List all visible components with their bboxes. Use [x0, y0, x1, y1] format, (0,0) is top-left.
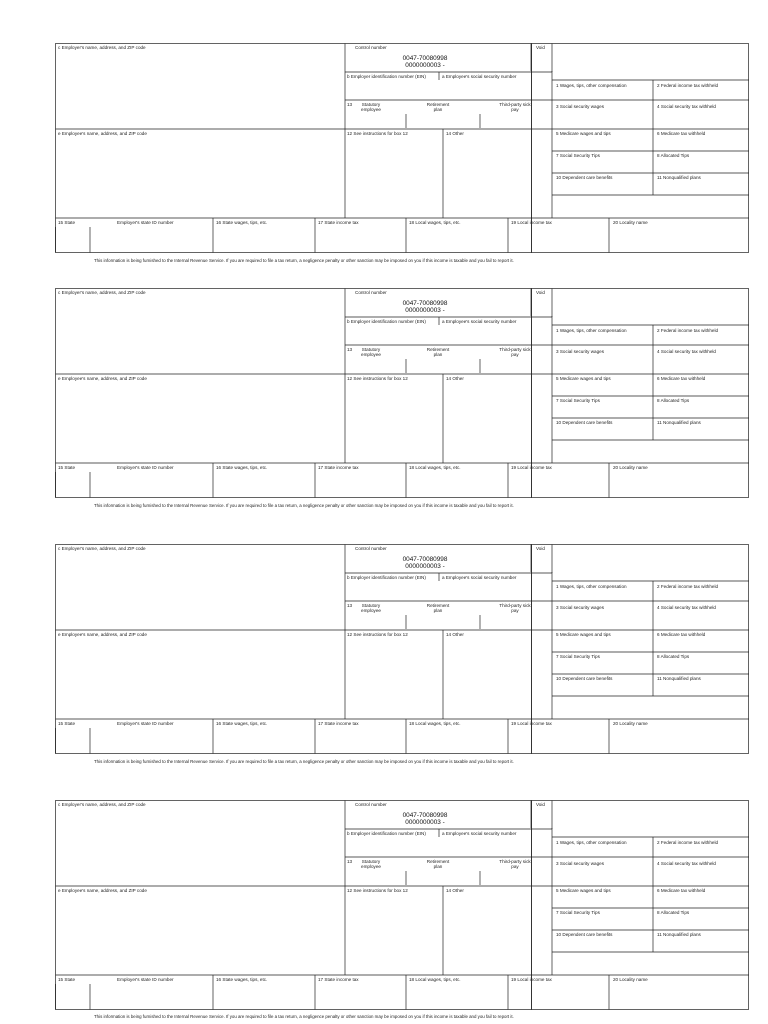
box19-label: 19 Local income tax — [511, 220, 552, 225]
box13-label: 13 — [347, 859, 353, 864]
box16-label: 16 State wages, tips, etc. — [216, 465, 268, 470]
employee-label: e Employee's name, address, and ZIP code — [58, 131, 147, 136]
ein-label: b Employer identification number (EIN) — [347, 319, 426, 324]
employer-label: c Employer's name, address, and ZIP code — [58, 290, 146, 295]
box6-label: 6 Medicare tax withheld — [657, 888, 706, 893]
box12-label: 12 See instructions for box 12 — [347, 888, 408, 893]
control-number-label: Control number — [355, 290, 387, 295]
w2-form-copy-2 — [55, 288, 749, 498]
box20-label: 20 Locality name — [613, 721, 648, 726]
box16-label: 16 State wages, tips, etc. — [216, 220, 268, 225]
box2-label: 2 Federal income tax withheld — [657, 584, 719, 589]
third-party-label: Third-party sick pay — [499, 603, 531, 613]
void-label: Void — [536, 45, 545, 50]
box5-label: 5 Medicare wages and tips — [556, 888, 611, 893]
box3-label: 3 Social security wages — [556, 104, 605, 109]
control-number-line1: 0047-70080998 — [402, 55, 448, 62]
ein-label: b Employer identification number (EIN) — [347, 74, 426, 79]
employer-label: c Employer's name, address, and ZIP code — [58, 546, 146, 551]
box10-label: 10 Dependent care benefits — [556, 932, 613, 937]
box4-label: 4 Social security tax withheld — [657, 104, 716, 109]
box14-label: 14 Other — [446, 632, 464, 637]
control-number-line2: 0000000003 - — [405, 62, 445, 69]
box2-label: 2 Federal income tax withheld — [657, 328, 719, 333]
box5-label: 5 Medicare wages and tips — [556, 376, 611, 381]
w2-form-copy-3 — [55, 544, 749, 754]
box8-label: 8 Allocated Tips — [657, 153, 690, 158]
box13-label: 13 — [347, 347, 353, 352]
irs-notice-4: This information is being furnished to the Internal Revenue Service. If you are required to file a tax return, a negligence penalty or other sanction may be imposed on you if this income is taxable and you fail to report it. — [94, 1014, 514, 1019]
retirement-label: Retirement plan — [426, 603, 450, 613]
box8-label: 8 Allocated Tips — [657, 910, 690, 915]
box3-label: 3 Social security wages — [556, 349, 605, 354]
box11-label: 11 Nonqualified plans — [657, 932, 701, 937]
w2-form-copy-4 — [55, 800, 749, 1010]
state-id-label: Employer's state ID number — [117, 465, 174, 470]
box14-label: 14 Other — [446, 888, 464, 893]
employer-label: c Employer's name, address, and ZIP code — [58, 45, 146, 50]
control-number-label: Control number — [355, 802, 387, 807]
box7-label: 7 Social Security Tips — [556, 910, 600, 915]
control-number-label: Control number — [355, 546, 387, 551]
box17-label: 17 State income tax — [318, 721, 359, 726]
ssn-label: a Employee's social security number — [442, 575, 517, 580]
box1-label: 1 Wages, tips, other compensation — [556, 83, 627, 88]
box16-label: 16 State wages, tips, etc. — [216, 977, 268, 982]
box17-label: 17 State income tax — [318, 977, 359, 982]
box7-label: 7 Social Security Tips — [556, 398, 600, 403]
box18-label: 18 Local wages, tips, etc. — [409, 721, 461, 726]
employee-label: e Employee's name, address, and ZIP code — [58, 888, 147, 893]
box1-label: 1 Wages, tips, other compensation — [556, 328, 627, 333]
box12-label: 12 See instructions for box 12 — [347, 632, 408, 637]
control-number-label: Control number — [355, 45, 387, 50]
box8-label: 8 Allocated Tips — [657, 398, 690, 403]
third-party-label: Third-party sick pay — [499, 859, 531, 869]
ssn-label: a Employee's social security number — [442, 74, 517, 79]
box6-label: 6 Medicare tax withheld — [657, 632, 706, 637]
box1-label: 1 Wages, tips, other compensation — [556, 840, 627, 845]
box4-label: 4 Social security tax withheld — [657, 861, 716, 866]
box4-label: 4 Social security tax withheld — [657, 349, 716, 354]
box16-label: 16 State wages, tips, etc. — [216, 721, 268, 726]
box1-label: 1 Wages, tips, other compensation — [556, 584, 627, 589]
retirement-label: Retirement plan — [426, 347, 450, 357]
control-number-line2: 0000000003 - — [405, 563, 445, 570]
ein-label: b Employer identification number (EIN) — [347, 831, 426, 836]
box20-label: 20 Locality name — [613, 977, 648, 982]
box2-label: 2 Federal income tax withheld — [657, 83, 719, 88]
control-number-line2: 0000000003 - — [405, 819, 445, 826]
box17-label: 17 State income tax — [318, 465, 359, 470]
box10-label: 10 Dependent care benefits — [556, 676, 613, 681]
box11-label: 11 Nonqualified plans — [657, 175, 701, 180]
state-id-label: Employer's state ID number — [117, 721, 174, 726]
statutory-label: Statutory employee — [361, 603, 381, 613]
box17-label: 17 State income tax — [318, 220, 359, 225]
box20-label: 20 Locality name — [613, 465, 648, 470]
box19-label: 19 Local income tax — [511, 977, 552, 982]
statutory-label: Statutory employee — [361, 102, 381, 112]
box12-label: 12 See instructions for box 12 — [347, 376, 408, 381]
box7-label: 7 Social Security Tips — [556, 153, 600, 158]
irs-notice-2: This information is being furnished to the Internal Revenue Service. If you are required to file a tax return, a negligence penalty or other sanction may be imposed on you if this income is taxable and you fail to report it. — [94, 503, 514, 508]
box15-label: 15 State — [58, 220, 76, 225]
void-label: Void — [536, 290, 545, 295]
ein-label: b Employer identification number (EIN) — [347, 575, 426, 580]
irs-notice-3: This information is being furnished to the Internal Revenue Service. If you are required to file a tax return, a negligence penalty or other sanction may be imposed on you if this income is taxable and you fail to report it. — [94, 759, 514, 764]
retirement-label: Retirement plan — [426, 859, 450, 869]
box2-label: 2 Federal income tax withheld — [657, 840, 719, 845]
box13-label: 13 — [347, 603, 353, 608]
box18-label: 18 Local wages, tips, etc. — [409, 977, 461, 982]
box11-label: 11 Nonqualified plans — [657, 420, 701, 425]
third-party-label: Third-party sick pay — [499, 102, 531, 112]
box14-label: 14 Other — [446, 376, 464, 381]
box3-label: 3 Social security wages — [556, 861, 605, 866]
box3-label: 3 Social security wages — [556, 605, 605, 610]
statutory-label: Statutory employee — [361, 859, 381, 869]
box19-label: 19 Local income tax — [511, 721, 552, 726]
state-id-label: Employer's state ID number — [117, 977, 174, 982]
box15-label: 15 State — [58, 977, 76, 982]
box10-label: 10 Dependent care benefits — [556, 175, 613, 180]
employer-label: c Employer's name, address, and ZIP code — [58, 802, 146, 807]
box19-label: 19 Local income tax — [511, 465, 552, 470]
box8-label: 8 Allocated Tips — [657, 654, 690, 659]
employee-label: e Employee's name, address, and ZIP code — [58, 376, 147, 381]
control-number-line1: 0047-70080998 — [402, 556, 448, 563]
void-label: Void — [536, 546, 545, 551]
box18-label: 18 Local wages, tips, etc. — [409, 220, 461, 225]
box10-label: 10 Dependent care benefits — [556, 420, 613, 425]
irs-notice-1: This information is being furnished to the Internal Revenue Service. If you are required to file a tax return, a negligence penalty or other sanction may be imposed on you if this income is taxable and you fail to report it. — [94, 258, 514, 263]
control-number-line1: 0047-70080998 — [402, 812, 448, 819]
control-number-line1: 0047-70080998 — [402, 300, 448, 307]
control-number-line2: 0000000003 - — [405, 307, 445, 314]
ssn-label: a Employee's social security number — [442, 831, 517, 836]
box6-label: 6 Medicare tax withheld — [657, 131, 706, 136]
ssn-label: a Employee's social security number — [442, 319, 517, 324]
third-party-label: Third-party sick pay — [499, 347, 531, 357]
employee-label: e Employee's name, address, and ZIP code — [58, 632, 147, 637]
box15-label: 15 State — [58, 465, 76, 470]
box15-label: 15 State — [58, 721, 76, 726]
box18-label: 18 Local wages, tips, etc. — [409, 465, 461, 470]
box6-label: 6 Medicare tax withheld — [657, 376, 706, 381]
box20-label: 20 Locality name — [613, 220, 648, 225]
box11-label: 11 Nonqualified plans — [657, 676, 701, 681]
statutory-label: Statutory employee — [361, 347, 381, 357]
box7-label: 7 Social Security Tips — [556, 654, 600, 659]
box12-label: 12 See instructions for box 12 — [347, 131, 408, 136]
w2-form-copy-1 — [55, 43, 749, 253]
box13-label: 13 — [347, 102, 353, 107]
state-id-label: Employer's state ID number — [117, 220, 174, 225]
box14-label: 14 Other — [446, 131, 464, 136]
void-label: Void — [536, 802, 545, 807]
box5-label: 5 Medicare wages and tips — [556, 632, 611, 637]
retirement-label: Retirement plan — [426, 102, 450, 112]
box5-label: 5 Medicare wages and tips — [556, 131, 611, 136]
box4-label: 4 Social security tax withheld — [657, 605, 716, 610]
